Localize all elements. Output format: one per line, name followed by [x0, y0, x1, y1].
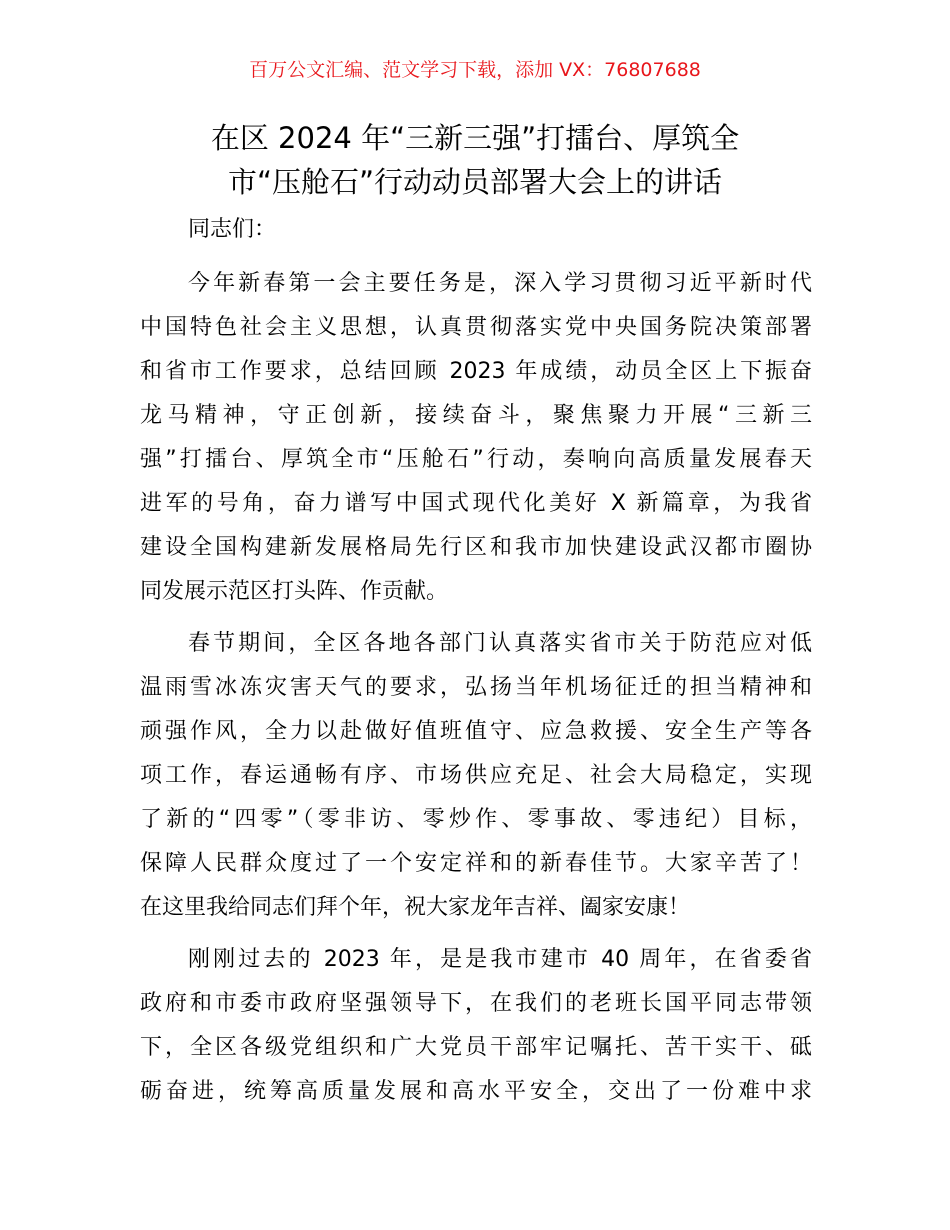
text-line: 下，全区各级党组织和广大党员干部牢记嘱托、苦干实干、砥: [140, 1035, 812, 1060]
salutation: 同志们：: [188, 217, 277, 242]
paragraph-3: [140, 938, 812, 1114]
text-line: 项工作，春运通畅有序、市场供应充足、社会大局稳定，实现: [140, 763, 812, 788]
text-line: 温雨雪冰冻灾害天气的要求，弘扬当年机场征迁的担当精神和: [140, 675, 812, 700]
text-line: 中国特色社会主义思想，认真贯彻落实党中央国务院决策部署: [140, 315, 812, 340]
text-line: 强”打擂台、厚筑全市“压舱石”行动，奏响向高质量发展春天: [140, 447, 812, 472]
text-line: 政府和市委市政府坚强领导下，在我们的老班长国平同志带领: [140, 991, 812, 1016]
text-line: 了新的“四零”（零非访、零炒作、零事故、零违纪）目标，: [140, 807, 812, 832]
text-line: 进军的号角，奋力谱写中国式现代化美好 X 新篇章，为我省: [140, 491, 812, 516]
text-line: 建设全国构建新发展格局先行区和我市加快建设武汉都市圈协: [140, 535, 812, 560]
paragraph-2: [140, 622, 812, 930]
document-title: [150, 116, 800, 204]
text-line: 同发展示范区打头阵、作贡献。: [140, 579, 449, 604]
document-body: [140, 210, 812, 1122]
text-line: 顽强作风，全力以赴做好值班值守、应急救援、安全生产等各: [140, 719, 812, 744]
text-line: 砺奋进，统筹高质量发展和高水平安全，交出了一份难中求: [140, 1079, 812, 1104]
title-line: 在区 2024 年“三新三强”打擂台、厚筑全: [210, 121, 740, 155]
text-line: 刚刚过去的 2023 年，是是我市建市 40 周年，在省委省: [188, 947, 812, 972]
text-line: 今年新春第一会主要任务是，深入学习贯彻习近平新时代: [188, 271, 812, 296]
paragraph-1: [140, 262, 812, 614]
watermark-header: 百万公文汇编、范文学习下载，添加 VX：76807688: [249, 59, 701, 81]
text-line: 和省市工作要求，总结回顾 2023 年成绩，动员全区上下振奋: [140, 359, 812, 384]
text-line: 保障人民群众度过了一个安定祥和的新春佳节。大家辛苦了！: [140, 851, 812, 876]
text-line: 在这里我给同志们拜个年，祝大家龙年吉祥、阖家安康！: [140, 895, 691, 920]
text-line: 龙马精神，守正创新，接续奋斗，聚焦聚力开展“三新三: [140, 403, 812, 428]
title-line: 市“压舱石”行动动员部署大会上的讲话: [227, 165, 723, 199]
text-line: 春节期间，全区各地各部门认真落实省市关于防范应对低: [188, 631, 812, 656]
